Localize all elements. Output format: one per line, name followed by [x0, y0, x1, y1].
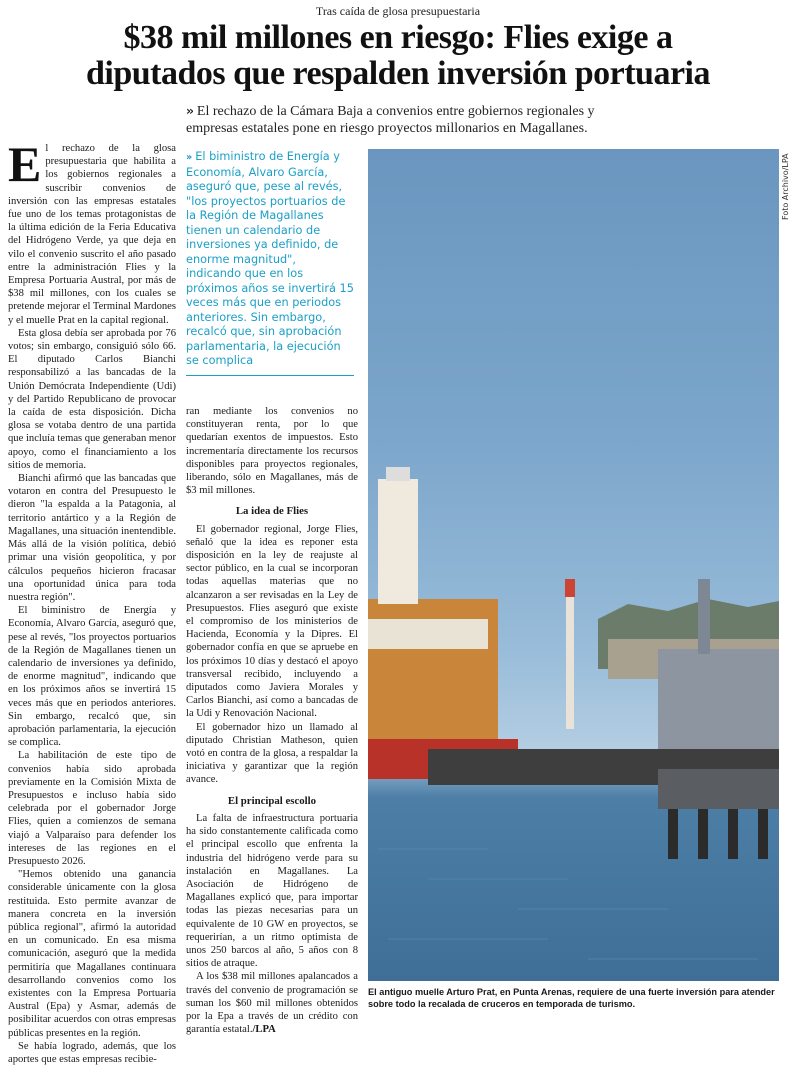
deck-text: El rechazo de la Cámara Baja a convenios entre gobiernos regionales y empresas estatales pone en riesgo proyectos millonarios en Magallanes. [186, 104, 595, 136]
water-ripples [378, 849, 758, 959]
body-column-1 [8, 136, 176, 1066]
pull-quote-text: El biministro de Energía y Economía, Alvaro García, aseguró que, pese al revés, "los proyectos portuarios de la Región de Magallanes tienen un calendario de inversiones ya definido, de enorme magnitud", indicando que en los próximos años se invertirá 15 veces más que en periodos anteriores. Sin embargo, recalcó que, sin aprobación parlamentaria, la ejecución se complica [186, 150, 354, 367]
paragraph: ran mediante los convenios no constituyeran renta, por lo que quedarían exentos de impuestos. Esto incrementaría directamente los recursos disponibles para proyectos regionales, liberando, sólo en Magallanes, más de $3 mil millones. [186, 406, 358, 497]
paragraph-text: A los $38 mil millones apalancados a través del convenio de programación se suman los $60 mil millones obtenidos por la Epa a través de un crédito con garantía estatal. [186, 971, 358, 1036]
grey-ship-mast [698, 579, 710, 654]
headline-line-2: diputados que respalden inversión portuaria [85, 55, 710, 92]
paragraph: Bianchi afirmó que las bancadas que votaron en contra del Presupuesto le dieron "la espalda a la Patagonia, al territorio antártico y a la Región de Magallanes, una situación inentendible. Más allá de la visión política, debió primar una visión geopolítica, y por cálculos pequeños hicieron fracasar una oportunidad única para toda nuestra región". [8, 473, 176, 603]
body-column-2 [186, 405, 358, 1036]
paragraph: "Hemos obtenido una ganancia considerable únicamente con la glosa restituida. Esto permite avanzar de manera concreta en la inversión pública regional", afirmó la autoridad en un comunicado. En esa misma comunicación, aseguró que la medida permitiría que Magallanes continuara desarrollando convenios como los existentes con la Empresa Portuaria Austral (Epa) y Asmar, además de posibilitar acuerdos con otras empresas públicas presentes en la región. [8, 869, 176, 1039]
pier-pilings [668, 809, 768, 859]
pier-head [658, 769, 779, 809]
headline-line-1: $38 mil millones en riesgo: Flies exige a [123, 19, 673, 56]
subheading: La idea de Flies [235, 505, 309, 518]
paragraph: l rechazo de la glosa presupuestaria que habilita a los gobiernos regionales a suscribir convenios de inversión con las empresas estatales fue uno de los temas protagonistas de la última edición de la Feria Educativa del Hidrógeno Verde, ya que deja en vilo el convenio suscrito el año pasado entre la administración Flies y la Empresa Portuaria Austral, por más de $38 mil millones, con los cuales se pretende mejorar el Terminal Mardones y el muelle Prat en la capital regional. [8, 143, 176, 326]
ship-mast [378, 479, 418, 604]
signal-pole [566, 579, 574, 729]
port-scene-illustration [368, 149, 779, 981]
double-chevron-icon: ›› [186, 152, 191, 163]
paragraph: Esta glosa debía ser aprobada por 76 votos; sin embargo, consiguió sólo 66. El diputado Carlos Bianchi responsabilizó a las bancadas de la Unión Demócrata Independiente (Udi) y del Partido Republicano de provocar la caída de esta disposición. Dicha glosa se votaba dentro de una partida que incluía temas que generaban menor apoyo, como el financiamiento a los sitios de memoria. [8, 327, 176, 471]
paragraph [186, 970, 358, 1036]
pull-quote [186, 150, 354, 376]
drop-cap: E [8, 136, 42, 192]
photo-credit: Foto Archivo/LPA [781, 153, 790, 220]
paragraph: La falta de infraestructura portuaria ha sido constantemente calificada como el principal escollo que enfrenta la industria del hidrógeno verde para su instalación en Magallanes. La Asociación de Hidrógeno de Magallanes explicó que, para importar todas las piezas necesarias para un equivalente de 10 GW en proyectos, se requerirían, a un ritmo optimista de unos 250 barcos al año, 5 años con 8 sitios de atraque. [186, 812, 358, 970]
double-chevron-icon: ›› [186, 104, 192, 118]
deck [186, 103, 616, 137]
paragraph: Se había logrado, además, que los aportes que estas empresas recibie- [8, 1040, 176, 1066]
subheading: El principal escollo [227, 794, 317, 807]
paragraph: El biministro de Energía y Economía, Alvaro García, aseguró que, pese al revés, "los proyectos portuarios de la Región de Magallanes tienen un calendario de inversiones ya definido, de enorme magnitud", indicando que en los próximos años se invertirá 15 veces más que en periodos anteriores. Sin embargo, recalcó que, sin aprobación parlamentaria, la ejecución se complica. [8, 605, 176, 749]
paragraph: El gobernador regional, Jorge Flies, señaló que la idea es reponer esta disposición en la ley de reajuste al sector público, en la cual se incorporan todas aquellas materias que no alcanzaron a ser revisadas en la Ley de Presupuestos. Flies aseguró que existe el compromiso de los ministerios de Hacienda, Economía y la Dipres. El gobernador confía en que se apruebe en los próximos 10 días y destacó el apoyo transversal recibido, incluyendo a diputados como Javiera Morales y Carlos Bianchi, así como a bancadas de la Udi y Renovación Nacional. [186, 523, 358, 720]
signoff: /LPA [252, 1024, 276, 1036]
port-photo [368, 149, 779, 981]
grey-ship [658, 649, 779, 749]
headline [10, 20, 786, 92]
photo-caption: El antiguo muelle Arturo Prat, en Punta Arenas, requiere de una fuerte inversión para atender sobre todo la recalada de cruceros en temporada de turismo. [368, 987, 775, 1009]
paragraph: La habilitación de este tipo de convenios había sido aprobada previamente en la Comisión Mixta de Presupuestos e incluso había sido celebrada por el gobernador Jorge Flies, quien a comienzos de semana viajó a Valparaíso para defender los intereses de las regiones en el Presupuesto 2026. [8, 750, 176, 867]
paragraph: El gobernador hizo un llamado al diputado Christian Matheson, quien votó en contra de la glosa, a respaldar la iniciativa y garantizar que la región avance. [186, 721, 358, 786]
kicker: Tras caída de glosa presupuestaria [315, 4, 481, 18]
